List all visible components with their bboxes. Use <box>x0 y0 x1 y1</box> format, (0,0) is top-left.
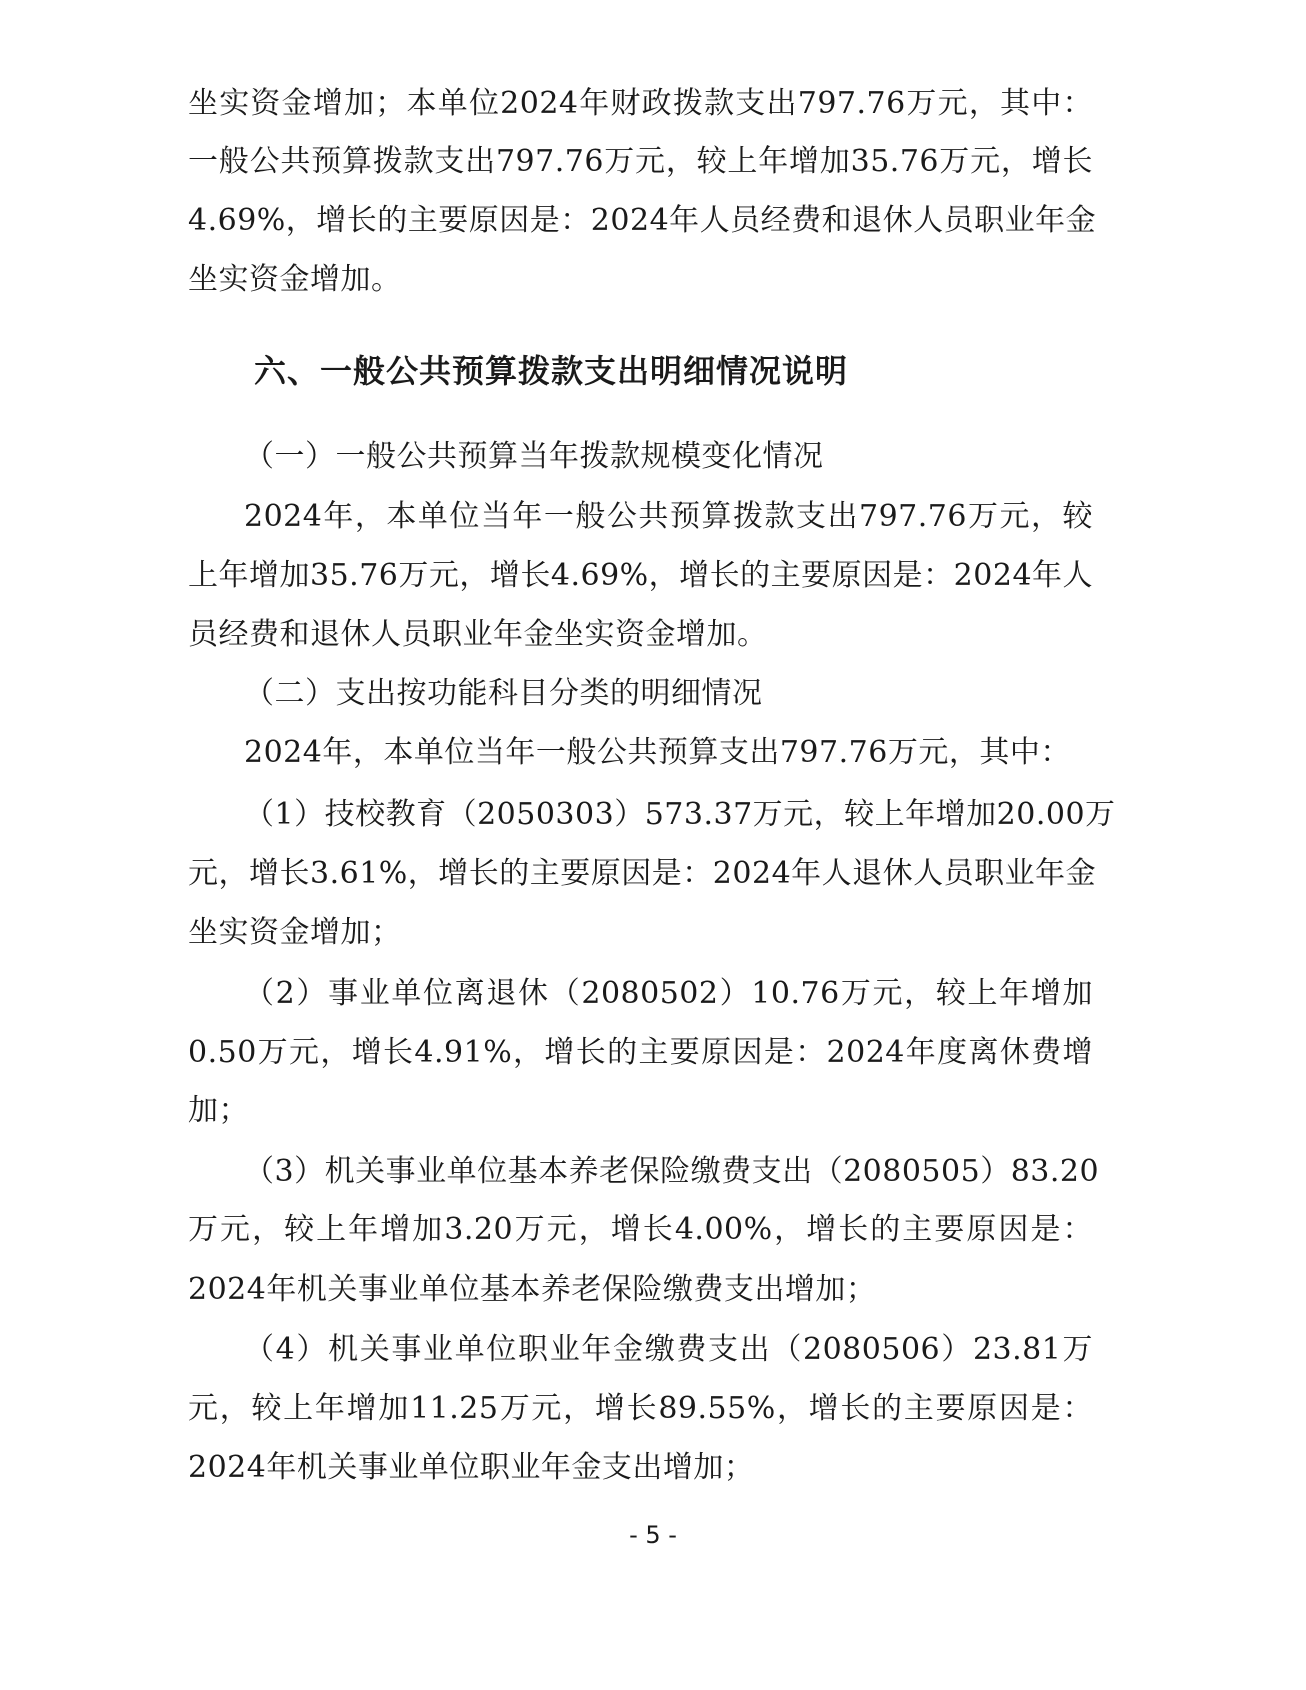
list-item-line: （1）技校教育（2050303）573.37万元，较上年增加20.00万 <box>244 797 1116 832</box>
paragraph-line: 一般公共预算拨款支出797.76万元，较上年增加35.76万元，增长 <box>188 144 1093 179</box>
sub-heading: （一）一般公共预算当年拨款规模变化情况 <box>244 439 824 474</box>
list-item-line: 万元，较上年增加3.20万元，增长4.00%，增长的主要原因是： <box>188 1212 1093 1247</box>
list-item-line: （2）事业单位离退休（2080502）10.76万元，较上年增加 <box>244 976 1093 1011</box>
paragraph-line: 员经费和退休人员职业年金坐实资金增加。 <box>188 617 768 652</box>
paragraph-line: 2024年，本单位当年一般公共预算支出797.76万元，其中： <box>244 735 1071 770</box>
paragraph-line: 2024年，本单位当年一般公共预算拨款支出797.76万元，较 <box>244 499 1093 534</box>
section-heading: 六、一般公共预算拨款支出明细情况说明 <box>254 352 849 390</box>
list-item-line: （3）机关事业单位基本养老保险缴费支出（2080505）83.20 <box>244 1154 1100 1189</box>
list-item-line: 坐实资金增加； <box>188 915 402 950</box>
paragraph-line: 坐实资金增加。 <box>188 262 402 297</box>
list-item-line: 元，增长3.61%，增长的主要原因是：2024年人退休人员职业年金 <box>188 856 1097 891</box>
list-item-line: 2024年机关事业单位职业年金支出增加； <box>188 1450 755 1485</box>
sub-heading: （二）支出按功能科目分类的明细情况 <box>244 676 763 711</box>
list-item-line: 加； <box>188 1093 249 1128</box>
list-item-line: 元，较上年增加11.25万元，增长89.55%，增长的主要原因是： <box>188 1391 1093 1426</box>
paragraph-line: 4.69%，增长的主要原因是：2024年人员经费和退休人员职业年金 <box>188 203 1097 238</box>
list-item-line: 0.50万元，增长4.91%，增长的主要原因是：2024年度离休费增 <box>188 1035 1093 1070</box>
page-number: - 5 - <box>629 1521 677 1549</box>
list-item-line: （4）机关事业单位职业年金缴费支出（2080506）23.81万 <box>244 1332 1093 1367</box>
paragraph-line: 上年增加35.76万元，增长4.69%，增长的主要原因是：2024年人 <box>188 558 1094 593</box>
paragraph-line: 坐实资金增加；本单位2024年财政拨款支出797.76万元，其中： <box>188 86 1093 121</box>
list-item-line: 2024年机关事业单位基本养老保险缴费支出增加； <box>188 1272 877 1307</box>
